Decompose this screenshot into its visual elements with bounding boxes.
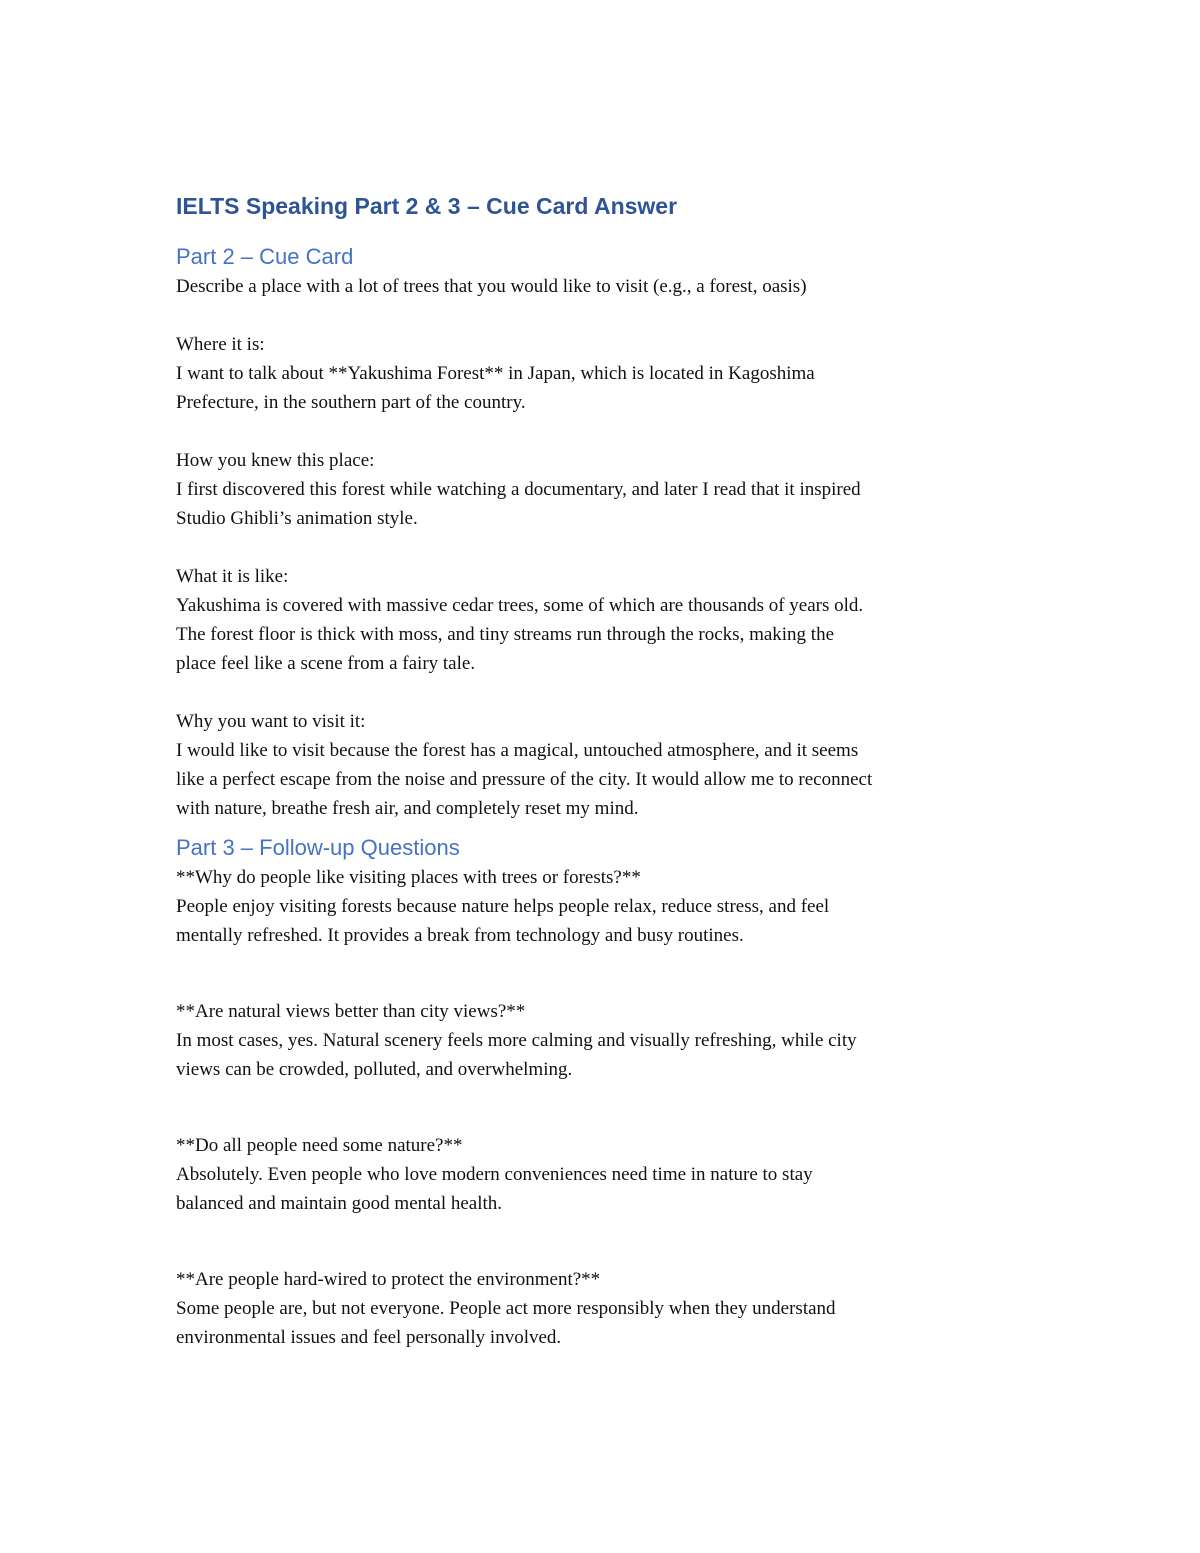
section-line: Prefecture, in the southern part of the country. bbox=[176, 392, 526, 413]
qa-answer-line: mentally refreshed. It provides a break from technology and busy routines. bbox=[176, 925, 744, 946]
qa-answer-line: Some people are, but not everyone. People act more responsibly when they understand bbox=[176, 1298, 836, 1319]
part3-qa-2 bbox=[176, 997, 1036, 1084]
qa-question: **Are natural views better than city views?** bbox=[176, 1001, 526, 1022]
section-label: Why you want to visit it: bbox=[176, 711, 366, 732]
section-line: with nature, breathe fresh air, and completely reset my mind. bbox=[176, 798, 639, 819]
qa-answer-line: environmental issues and feel personally involved. bbox=[176, 1327, 562, 1348]
qa-question: **Do all people need some nature?** bbox=[176, 1135, 463, 1156]
section-line: I want to talk about **Yakushima Forest** in Japan, which is located in Kagoshima bbox=[176, 363, 815, 384]
part3-qa-4 bbox=[176, 1265, 1036, 1352]
qa-question: **Are people hard-wired to protect the environment?** bbox=[176, 1269, 601, 1290]
qa-answer-line: Absolutely. Even people who love modern conveniences need time in nature to stay bbox=[176, 1164, 813, 1185]
section-line: The forest floor is thick with moss, and tiny streams run through the rocks, making the bbox=[176, 624, 835, 645]
qa-question: **Why do people like visiting places with trees or forests?** bbox=[176, 867, 641, 888]
section-line: I would like to visit because the forest has a magical, untouched atmosphere, and it seems bbox=[176, 740, 859, 761]
qa-answer-line: People enjoy visiting forests because nature helps people relax, reduce stress, and feel bbox=[176, 896, 830, 917]
document-content bbox=[176, 190, 1036, 1352]
section-label: How you knew this place: bbox=[176, 450, 375, 471]
part2-section-what bbox=[176, 562, 1036, 678]
qa-answer-line: In most cases, yes. Natural scenery feels more calming and visually refreshing, while city bbox=[176, 1030, 857, 1051]
part2-section-how bbox=[176, 446, 1036, 533]
section-label: Where it is: bbox=[176, 334, 265, 355]
part2-section-why bbox=[176, 707, 1036, 823]
part3-heading: Part 3 – Follow-up Questions bbox=[176, 835, 460, 860]
document-title: IELTS Speaking Part 2 & 3 – Cue Card Answer bbox=[176, 193, 678, 219]
qa-answer-line: balanced and maintain good mental health. bbox=[176, 1193, 503, 1214]
section-line: place feel like a scene from a fairy tale. bbox=[176, 653, 476, 674]
part2-prompt: Describe a place with a lot of trees that you would like to visit (e.g., a forest, oasis) bbox=[176, 276, 807, 297]
section-line: I first discovered this forest while watching a documentary, and later I read that it inspired bbox=[176, 479, 861, 500]
section-line: Studio Ghibli’s animation style. bbox=[176, 508, 418, 529]
qa-answer-line: views can be crowded, polluted, and overwhelming. bbox=[176, 1059, 573, 1080]
part3-qa-1 bbox=[176, 863, 1036, 950]
part2-section-where bbox=[176, 330, 1036, 417]
section-line: Yakushima is covered with massive cedar trees, some of which are thousands of years old. bbox=[176, 595, 864, 616]
part2-heading: Part 2 – Cue Card bbox=[176, 244, 354, 269]
section-line: like a perfect escape from the noise and pressure of the city. It would allow me to reconnect bbox=[176, 769, 873, 790]
section-label: What it is like: bbox=[176, 566, 289, 587]
part3-qa-3 bbox=[176, 1131, 1036, 1218]
